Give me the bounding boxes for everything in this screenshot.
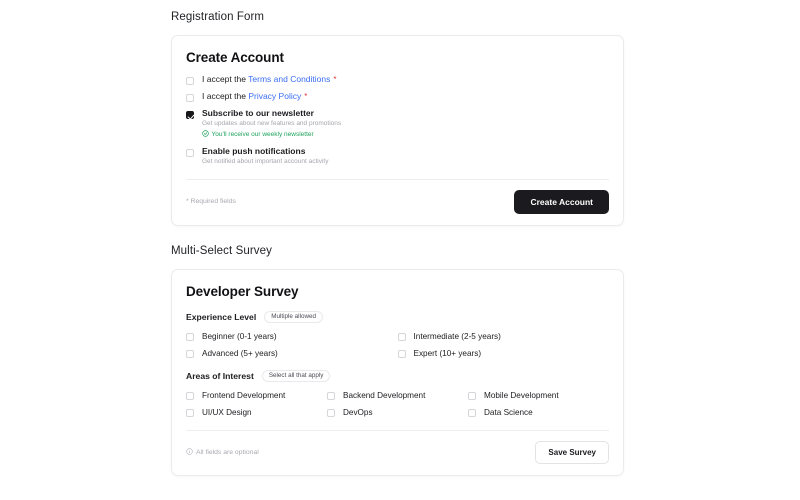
- content-column: [171, 0, 624, 476]
- checkbox-helper-text: Get updates about new features and promotions: [202, 119, 342, 127]
- registration-checkbox-row[interactable]: [186, 92, 609, 102]
- required-asterisk: *: [304, 92, 308, 101]
- developer-survey-title: Developer Survey: [186, 283, 299, 299]
- checkbox-unchecked-icon[interactable]: [468, 409, 476, 417]
- registration-checkbox-text: [202, 92, 307, 101]
- save-survey-button[interactable]: Save Survey: [535, 441, 609, 464]
- registration-section-title: Registration Form: [171, 11, 265, 23]
- registration-checkbox-label: I accept the Privacy Policy *: [202, 91, 308, 101]
- checkbox-unchecked-icon[interactable]: [186, 409, 194, 417]
- survey-option-label: Backend Development: [343, 391, 426, 401]
- create-account-button[interactable]: Create Account: [514, 190, 609, 214]
- create-account-title: Create Account: [186, 50, 284, 65]
- registration-checkbox-label: I accept the Terms and Conditions *: [202, 74, 337, 84]
- registration-checkbox-label: Subscribe to our newsletter: [202, 108, 314, 118]
- survey-option[interactable]: [186, 332, 398, 341]
- checkbox-unchecked-icon[interactable]: [186, 94, 194, 102]
- survey-option-grid: [186, 332, 609, 358]
- survey-option-label: Mobile Development: [484, 391, 559, 401]
- survey-option-label: Data Science: [484, 408, 533, 418]
- survey-option[interactable]: [398, 349, 610, 358]
- survey-group: [186, 311, 609, 358]
- registration-checkbox-row[interactable]: [186, 147, 609, 166]
- checkbox-unchecked-icon[interactable]: [468, 392, 476, 400]
- survey-option-label: Intermediate (2-5 years): [413, 332, 501, 342]
- survey-option-label: UI/UX Design: [202, 408, 252, 418]
- create-account-card: [171, 35, 624, 226]
- checkbox-unchecked-icon[interactable]: [186, 77, 194, 85]
- developer-survey-card-body: [172, 270, 623, 432]
- survey-group-label: Experience Level: [186, 311, 257, 322]
- info-circle-icon: [186, 448, 196, 457]
- registration-checkbox-label: Enable push notifications: [202, 146, 306, 157]
- create-account-card-body: [172, 36, 623, 180]
- registration-checkbox-text: [202, 75, 337, 84]
- survey-group-header: [186, 370, 609, 382]
- survey-groups: [186, 311, 609, 418]
- survey-group-label: Areas of Interest: [186, 371, 254, 382]
- optional-fields-note: [186, 448, 259, 457]
- optional-fields-text: All fields are optional: [196, 449, 259, 457]
- checkbox-unchecked-icon[interactable]: [327, 409, 335, 417]
- required-asterisk: *: [333, 75, 337, 84]
- survey-option-label: Advanced (5+ years): [202, 349, 278, 359]
- survey-option[interactable]: [398, 332, 610, 341]
- survey-card-footer: [172, 431, 623, 475]
- survey-option[interactable]: [186, 408, 327, 417]
- checkbox-checked-icon[interactable]: [186, 111, 194, 119]
- checkbox-unchecked-icon[interactable]: [186, 149, 194, 157]
- check-circle-icon: [202, 130, 212, 140]
- registration-checkbox-row[interactable]: [186, 109, 609, 140]
- registration-checkbox-text: [202, 147, 328, 166]
- checkbox-unchecked-icon[interactable]: [186, 333, 194, 341]
- policy-link[interactable]: Privacy Policy: [245, 91, 302, 101]
- developer-survey-card: [171, 269, 624, 477]
- survey-option[interactable]: [186, 349, 398, 358]
- checkbox-success-message: [202, 130, 341, 140]
- survey-group-badge: Multiple allowed: [264, 311, 323, 323]
- survey-option[interactable]: [327, 391, 468, 400]
- checkbox-success-text: You'll receive our weekly newsletter: [211, 130, 314, 138]
- survey-option-grid: [186, 391, 609, 417]
- survey-group-badge: Select all that apply: [262, 370, 331, 382]
- survey-group: [186, 370, 609, 417]
- checkbox-unchecked-icon[interactable]: [398, 350, 406, 358]
- registration-checkbox-list: [186, 75, 609, 166]
- checkbox-unchecked-icon[interactable]: [327, 392, 335, 400]
- policy-link[interactable]: Terms and Conditions: [245, 74, 331, 84]
- survey-option-label: Expert (10+ years): [413, 349, 482, 359]
- survey-option-label: Beginner (0-1 years): [202, 332, 277, 342]
- survey-option[interactable]: [468, 408, 609, 417]
- survey-option-label: Frontend Development: [202, 391, 286, 401]
- checkbox-unchecked-icon[interactable]: [186, 350, 194, 358]
- survey-option[interactable]: [327, 408, 468, 417]
- required-fields-note: * Required fields: [186, 198, 236, 206]
- checkbox-unchecked-icon[interactable]: [186, 392, 194, 400]
- checkbox-unchecked-icon[interactable]: [398, 333, 406, 341]
- registration-card-footer: [172, 180, 623, 225]
- survey-section-title: Multi-Select Survey: [171, 244, 272, 257]
- registration-checkbox-text: [202, 109, 341, 140]
- checkbox-helper-text: Get notified about important account activity: [202, 157, 329, 165]
- survey-option[interactable]: [186, 391, 327, 400]
- survey-option-label: DevOps: [343, 408, 373, 418]
- registration-checkbox-row[interactable]: [186, 75, 609, 85]
- survey-option[interactable]: [468, 391, 609, 400]
- survey-group-header: [186, 311, 609, 323]
